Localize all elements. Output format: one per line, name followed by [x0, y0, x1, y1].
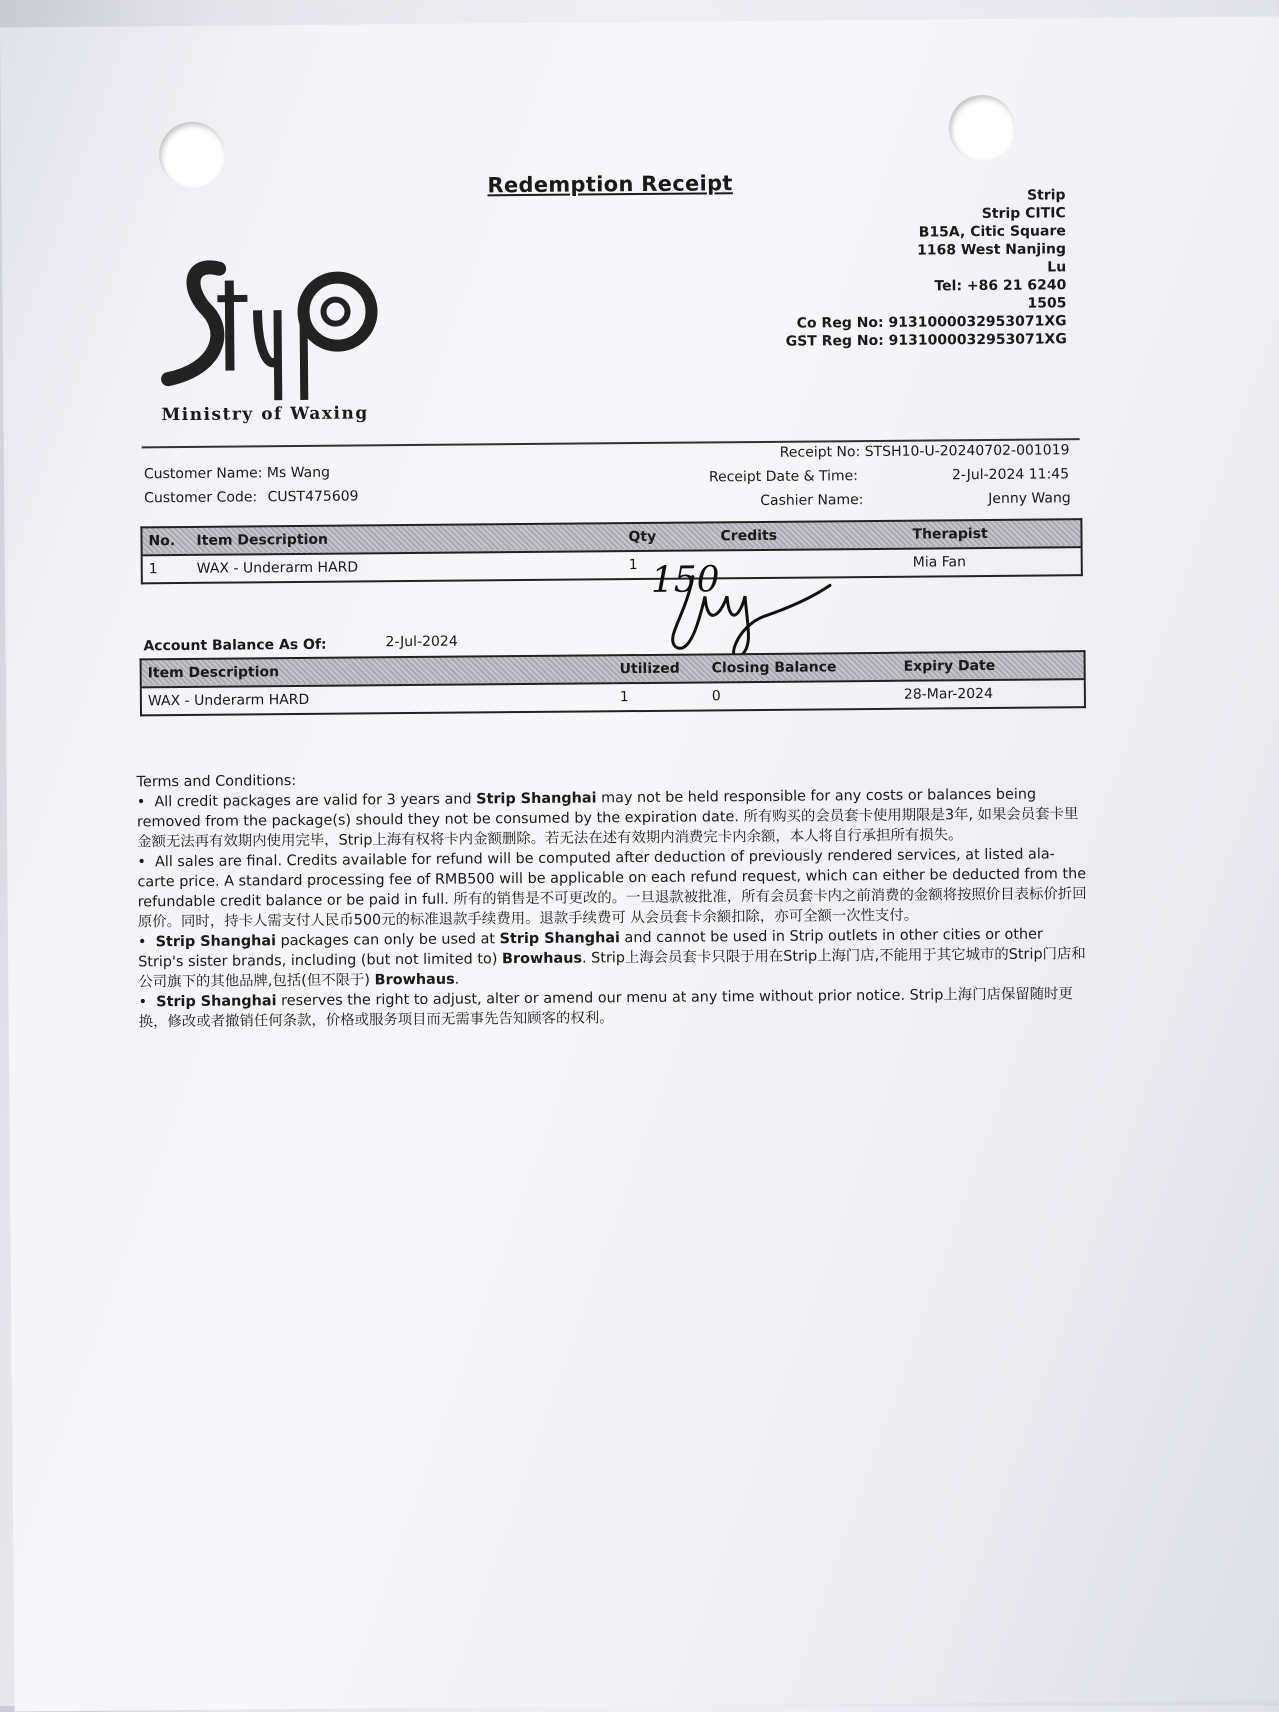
receipt-date-label: Receipt Date & Time:: [708, 468, 859, 486]
phone-line: 1505: [1027, 295, 1067, 312]
item-no: 1: [148, 561, 158, 578]
punch-hole-right: [949, 95, 1016, 162]
customer-name-row: [144, 465, 330, 483]
term-item: • Strip Shanghai reserves the right to adjust, alter or amend our menu at any time without prior notice. Strip上海门店保留随时更换，修改或者撤销任何条款，价格或服务项目而无需事先告知顾客的权利。: [138, 986, 1073, 1031]
customer-name-label: Customer Name:: [143, 465, 263, 483]
address-line: 1168 West Nanjing: [917, 241, 1067, 259]
balance-date: 2-Jul-2024: [385, 633, 458, 651]
col-therapist: Therapist: [912, 525, 988, 543]
term-item: • Strip Shanghai packages can only be used at Strip Shanghai and cannot be used in Strip outlets in other cities or other Strip's sister brands, including (but not limited to) Browhaus. Strip上海会员套卡只限于用在Strip上海门店,不能用于其它城市的Strip门店和 公司旗下的其他品牌,包括(但不限于) Browhaus.: [137, 926, 1086, 991]
gst-reg-no: GST Reg No: 9131000032953071XG: [785, 331, 1067, 350]
phone-line: Tel: +86 21 6240: [934, 277, 1067, 295]
item-qty: 1: [628, 557, 638, 574]
branch-name: Strip CITIC: [981, 205, 1066, 223]
customer-code: CUST475609: [267, 488, 359, 506]
items-table: [140, 518, 1082, 584]
customer-code-row: [144, 488, 359, 506]
term-item: • All credit packages are valid for 3 years and Strip Shanghai may not be held responsible for any costs or balances being removed from the package(s) should they not be consumed by the expiration date. 所有购买的会员套卡使用期限是3年, 如果会员套卡里金额无法再有效期内使用完毕，Strip上海有权将卡内金额删除。若无法在述有效期内消费完卡内余额，本人将自行承担所有损失。: [136, 786, 1079, 851]
address-line: Lu: [1047, 259, 1067, 276]
receipt-no-label: Receipt No:: [779, 444, 861, 461]
customer-name: Ms Wang: [266, 464, 331, 482]
terms-and-conditions: [137, 764, 1089, 1032]
balance-table: [140, 650, 1086, 716]
col-closing-balance: Closing Balance: [711, 659, 837, 677]
col-qty: Qty: [628, 528, 657, 546]
logo-subtitle: Ministry of Waxing: [161, 403, 369, 426]
item-description: WAX - Underarm HARD: [196, 559, 359, 577]
address-line: B15A, Citic Square: [918, 223, 1066, 241]
balance-expiry: 28-Mar-2024: [903, 685, 994, 703]
col-no: No.: [148, 533, 176, 550]
page-title: Redemption Receipt: [487, 171, 733, 198]
company-name: Strip: [1026, 187, 1066, 204]
co-reg-no: Co Reg No: 9131000032953071XG: [796, 313, 1067, 332]
cashier-name: Jenny Wang: [988, 490, 1071, 507]
receipt-no: STSH10-U-20240702-001019: [864, 442, 1070, 461]
item-therapist: Mia Fan: [912, 554, 967, 571]
term-item: • All sales are final. Credits available for refund will be computed after deduction of previously rendered services, at listed ala-carte price. A standard processing fee of RMB500 will be applicable on each refund request, which can either be deducted from the refundable credit balance or be paid in full. 所有的销售是不可更改的。一旦退款被批准，所有会员套卡内之前消费的金额将按照价目表标价折回原价。同时，持卡人需支付人民币500元的标准退款手续费用。退款手续费可 从会员套卡余额扣除，亦可全额一次性支付。: [137, 846, 1087, 931]
balance-closing: 0: [711, 688, 721, 705]
signature: [645, 555, 886, 667]
receipt-no-row: [780, 442, 1070, 461]
company-address: [784, 186, 1067, 350]
handwritten-credits: 150: [650, 559, 720, 601]
balance-utilized: 1: [619, 689, 629, 706]
col-description: Item Description: [196, 531, 328, 549]
col-expiry: Expiry Date: [903, 657, 996, 675]
balance-label: Account Balance As Of:: [143, 636, 327, 655]
cashier-label: Cashier Name:: [760, 492, 864, 509]
customer-code-label: Customer Code:: [144, 489, 258, 507]
col-description: Item Description: [147, 664, 280, 682]
receipt-date: 2-Jul-2024 11:45: [951, 466, 1070, 484]
balance-description: WAX - Underarm HARD: [147, 691, 310, 710]
receipt-sheet: [0, 16, 1279, 1711]
punch-hole-left: [159, 122, 226, 189]
terms-heading: Terms and Conditions:: [136, 773, 297, 791]
col-utilized: Utilized: [619, 660, 680, 678]
col-credits: Credits: [720, 527, 778, 545]
